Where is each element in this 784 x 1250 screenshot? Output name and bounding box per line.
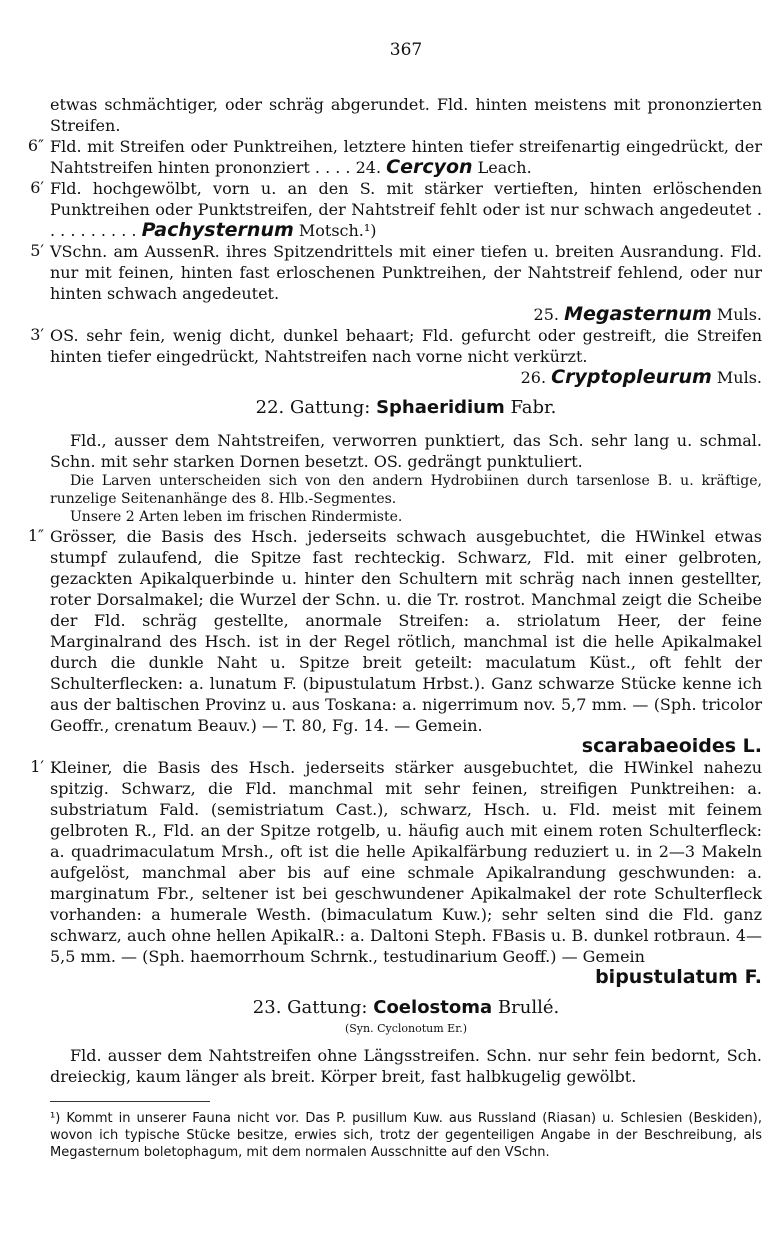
species-entry-1pp [27,526,762,757]
genus-description: Fld., ausser dem Nahtstreifen, verworren punktiert, das Sch. sehr lang u. schmal. Schn. mit sehr starken Dornen besetzt. OS. gedrängt punktuliert. [50,431,762,471]
genus-name: Pachysternum [141,219,294,241]
key-text: Fld. mit Streifen oder Punktreihen, letztere hinten tiefer streifenartig eingedrückt, der Nahtstreifen hinten prononziert . . . . 24. Cercyon Leach. [50,137,762,178]
key-result: 26. Cryptopleurum Muls. [520,366,762,388]
key-mark: 6″ [27,136,44,155]
genus-heading-23: 23. Gattung: Coelostoma Brullé. [252,997,560,1018]
key-mark: 6′ [30,178,44,197]
key-text: OS. sehr fein, wenig dicht, dunkel behaart; Fld. gefurcht oder gestreift, die Streifen hinten tiefer eingedrückt, Nahtstreifen nach vorne nicht verkürzt. [50,326,762,366]
key-entry-5p [30,241,762,325]
key-entry-6pp [27,136,762,178]
footnote-divider [50,1101,210,1102]
key-entry-3p [30,325,762,388]
key-intro: etwas schmächtiger, oder schräg abgerundet. Fld. hinten meistens mit prononzierten Streifen. [50,95,762,135]
species-text: Grösser, die Basis des Hsch. jederseits schwach ausgebuchtet, die HWinkel etwas stumpf zulaufend, die Spitze fast rechteckig. Schwarz, Fld. mit einer gelbroten, gezackten Apikalquerbinde u. hinter den Schultern mit schräg nach innen gestellter, roter Dorsalmakel; die Wurzel der Schn. u. die Tr. rostrot. Manchmal zeigt die Scheibe der Fld. schräg gestellte, anormale Streifen: a. striolatum Heer, der feine Marginalrand des Hsch. ist in der Regel rötlich, manchmal ist die helle Apikalmakel durch die dunkle Naht u. Spitze breit geteilt: maculatum Küst., oft fehlt der Schulterflecken: a. lunatum F. (bipustulatum Hrbst.). Ganz schwarze Stücke kenne ich aus der baltischen Provinz u. aus Toskana: a. nigerrimum nov. 5,7 mm. — (Sph. tricolor Geoffr., crenatum Beauv.) — T. 80, Fg. 14. — Gemein. [50,527,762,735]
genus-name: Cryptopleurum [551,366,712,388]
species-text: Kleiner, die Basis des Hsch. jederseits stärker ausgebuchtet, die HWinkel nahezu spitzig. Schwarz, die Fld. manchmal mit sehr feinen, streifigen Punktreihen: a. substriatum Fald. (semistriatum Cast.), schwarz, Hsch. u. Fld. meist mit feinem gelbroten R., Fld. an der Spitze rotgelb, u. häufig auch mit einem roten Schulterfleck: a. quadrimaculatum Mrsh., oft ist die helle Apikalfärbung reduziert u. in 2—3 Makeln aufgelöst, manchmal aber bis auf eine schmale Apikalrandung geschwunden: a. marginatum Fbr., seltener ist bei geschwundener Apikalmakel der rote Schulterfleck vorhanden: a humerale Westh. (bimaculatum Kuw.); sehr selten sind die Fld. ganz schwarz, auch ohne hellen ApikalR.: a. Daltoni Steph. FBasis u. B. dunkel rotbraun. 4—5,5 mm. — (Sph. haemorrhoum Schrnk., testudinarium Geoff.) — Gemein [50,758,762,966]
key-mark: 3′ [30,325,44,344]
key-mark: 1′ [30,757,44,776]
habitat-note: Unsere 2 Arten leben im frischen Rindermiste. [70,509,403,525]
genus-heading-22: 22. Gattung: Sphaeridium Fabr. [255,397,557,418]
larvae-note: Die Larven unterscheiden sich von den andern Hydrobiinen durch tarsenlose B. u. kräftige, runzelige Seitenanhänge des 8. Hlb.-Segmentes. [50,473,762,507]
synonym-note: (Syn. Cyclonotum Er.) [344,1022,468,1035]
key-mark: 1″ [27,526,44,545]
key-text: Fld. hochgewölbt, vorn u. an den S. mit stärker vertieften, hinten erlöschenden Punktreihen oder Punktstreifen, der Nahtstreif fehlt oder ist nur schwach angedeutet . . . . . . . . . . Pachysternum Motsch.¹) [50,179,762,241]
key-result: 25. Megasternum Muls. [533,303,762,325]
genus-name: Megasternum [564,303,712,325]
genus-description: Fld. ausser dem Nahtstreifen ohne Längsstreifen. Schn. nur sehr fein bedornt, Sch. dreieckig, kaum länger als breit. Körper breit, fast halbkugelig gewölbt. [50,1046,762,1086]
page-number: 367 [389,40,423,60]
key-entry-6p [30,178,762,241]
species-name: bipustulatum F. [595,966,762,988]
key-text: VSchn. am AussenR. ihres Spitzendrittels mit einer tiefen u. breiten Ausrandung. Fld. nur mit feinen, hinten fast erloschenen Punktreihen, der Nahtstreif fehlend, oder nur hinten schwach angedeutet. [50,242,762,303]
key-mark: 5′ [30,241,44,260]
species-name: scarabaeoides L. [581,735,762,757]
species-entry-1p [30,757,762,988]
genus-name: Cercyon [386,156,473,178]
page [27,40,762,1161]
footnote: ¹) Kommt in unserer Fauna nicht vor. Das P. pusillum Kuw. aus Russland (Riasan) u. Schlesien (Beskiden), wovon ich typische Stücke besitze, erwies sich, trotz der gegenteiligen Angabe in der Beschreibung, als Megasternum boletophagum, mit dem normalen Ausschnitte auf den VSchn. [50,1111,762,1160]
